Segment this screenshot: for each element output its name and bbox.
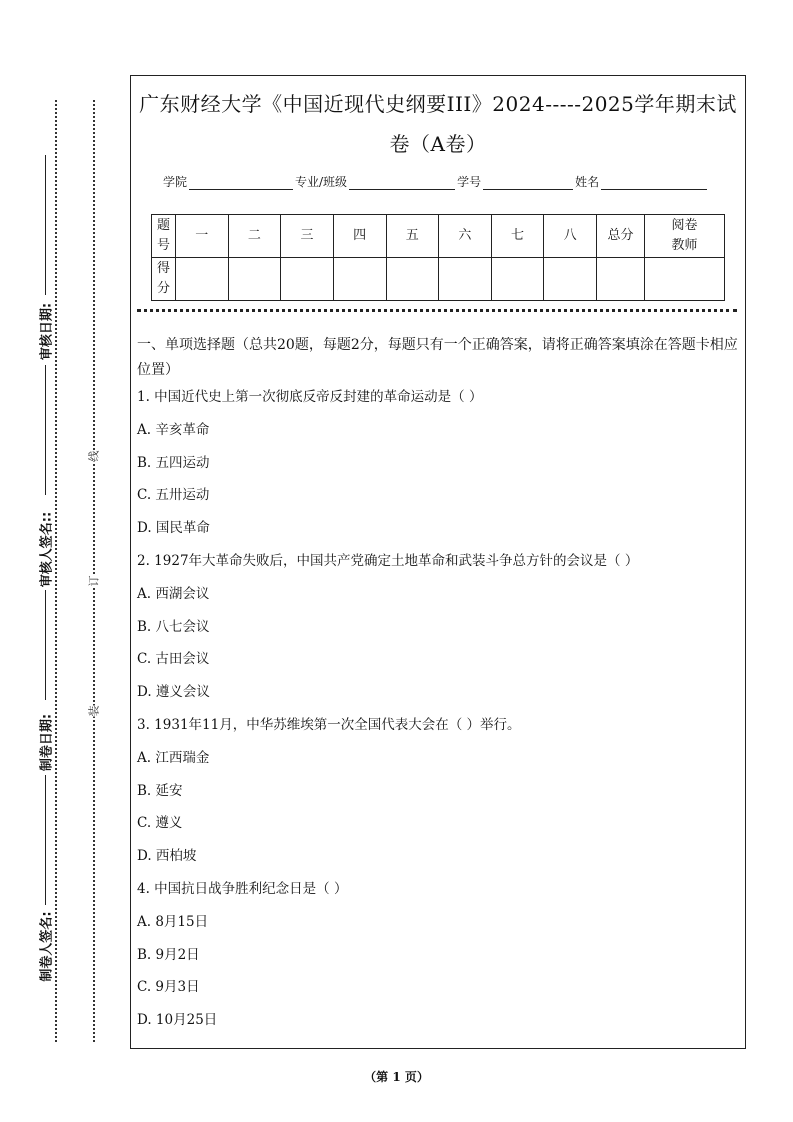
cell: 得分 — [152, 258, 176, 301]
seal-mark-bind: 订 — [87, 575, 101, 587]
option: D. 国民革命 — [137, 520, 210, 537]
score-cell — [544, 258, 597, 301]
make-date-label: 制卷日期: — [39, 713, 55, 772]
option: D. 遵义会议 — [137, 684, 210, 701]
option: A. 江西瑞金 — [137, 749, 210, 766]
exam-title-line1: 广东财经大学《中国近现代史纲要III》2024-----2025学年期末试 — [139, 92, 737, 116]
reviewer-signature-label: 审核人签名:: — [39, 511, 55, 588]
name-field[interactable] — [601, 176, 707, 190]
cell: 一 — [176, 215, 229, 258]
option: C. 9月3日 — [137, 979, 200, 996]
option: B. 延安 — [137, 782, 183, 799]
cell: 五 — [386, 215, 439, 258]
score-table — [151, 214, 725, 301]
review-date-label: 审核日期: — [39, 302, 55, 361]
option: D. 10月25日 — [137, 1012, 218, 1029]
cell: 六 — [439, 215, 492, 258]
cell: 二 — [228, 215, 281, 258]
signature-line — [45, 155, 46, 295]
cell: 七 — [491, 215, 544, 258]
college-label: 学院 — [163, 175, 188, 189]
seal-mark-line: 线 — [87, 450, 101, 462]
student-info-line — [163, 173, 709, 190]
seal-dotted-line-inner — [93, 100, 95, 1042]
score-cell — [645, 258, 725, 301]
student-id-label: 学号 — [457, 175, 482, 189]
signature-line — [45, 365, 46, 495]
score-cell — [333, 258, 386, 301]
exam-title-line2: 卷（A卷） — [389, 132, 487, 156]
question-text: 1. 中国近代史上第一次彻底反帝反封建的革命运动是（ ） — [137, 389, 483, 405]
maker-signature-label: 制卷人签名: — [39, 911, 55, 982]
score-cell — [491, 258, 544, 301]
score-table-header — [152, 215, 725, 258]
cell: 三 — [281, 215, 334, 258]
option: A. 辛亥革命 — [137, 421, 210, 438]
option: C. 古田会议 — [137, 651, 210, 668]
option: B. 五四运动 — [137, 454, 210, 471]
score-cell — [439, 258, 492, 301]
score-cell — [281, 258, 334, 301]
option: C. 遵义 — [137, 815, 183, 832]
score-cell — [597, 258, 645, 301]
score-table-row — [152, 258, 725, 301]
question-text: 3. 1931年11月，中华苏维埃第一次全国代表大会在（ ）举行。 — [137, 716, 521, 733]
page-number: （第 1 页） — [364, 1070, 429, 1084]
score-cell — [176, 258, 229, 301]
separator-dotted-line — [137, 309, 737, 312]
cell: 八 — [544, 215, 597, 258]
major-field[interactable] — [349, 176, 455, 190]
major-label: 专业/班级 — [295, 175, 348, 189]
question-text: 4. 中国抗日战争胜利纪念日是（ ） — [137, 880, 348, 897]
student-id-field[interactable] — [483, 176, 573, 190]
seal-mark-staple: 装 — [87, 705, 101, 717]
section-heading: 一、单项选择题（总共20题，每题2分，每题只有一个正确答案，请将正确答案填涂在答题卡相应位置） — [137, 337, 738, 378]
name-label: 姓名 — [575, 175, 600, 189]
question-list — [137, 381, 739, 1037]
college-field[interactable] — [189, 176, 293, 190]
signature-line — [45, 590, 46, 700]
cell: 题号 — [152, 215, 176, 258]
signature-line — [45, 775, 46, 905]
option: B. 9月2日 — [137, 946, 200, 963]
score-cell — [228, 258, 281, 301]
cell: 总分 — [597, 215, 645, 258]
option: D. 西柏坡 — [137, 848, 197, 865]
option: C. 五卅运动 — [137, 487, 210, 504]
score-cell — [386, 258, 439, 301]
option: A. 西湖会议 — [137, 585, 210, 602]
cell: 阅卷教师 — [645, 215, 725, 258]
question-text: 2. 1927年大革命失败后，中国共产党确定土地革命和武装斗争总方针的会议是（ ） — [137, 552, 639, 569]
option: A. 8月15日 — [137, 913, 209, 930]
seal-dotted-line-outer — [55, 100, 57, 1042]
option: B. 八七会议 — [137, 618, 210, 635]
cell: 四 — [333, 215, 386, 258]
